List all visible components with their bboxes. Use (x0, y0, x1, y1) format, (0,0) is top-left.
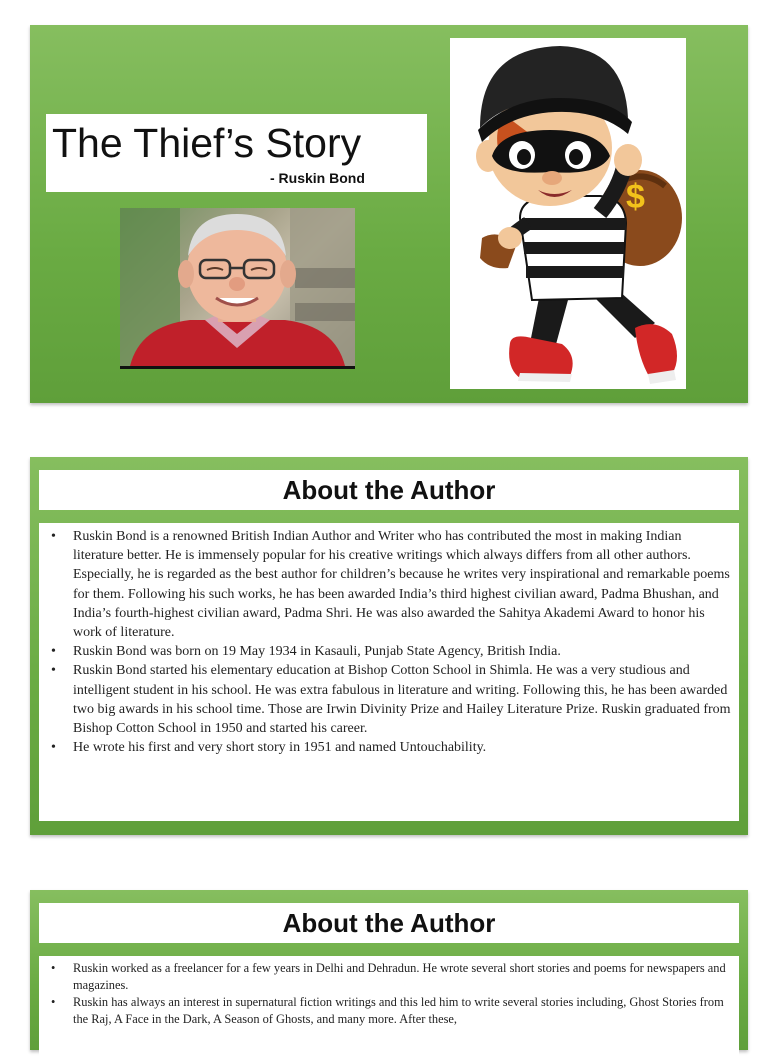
list-item: • Ruskin Bond is a renowned British Indian Author and Writer who has contributed the most in making Indian literature better. He is immensely popular for his creative writings which always differs from all other authors. Especially, he is regarded as the best author for children’s because he writes very inspirational and remarkable poems for them. Following his such works, he has been awarded India’s third highest civilian award, Padma Bhushan, and India’s fourth-highest civilian award, Padma Shri. He was also awarded the Sahitya Akademi Award to honor his work of literature. (43, 527, 733, 642)
list-item: • He wrote his first and very short story in 1951 and named Untouchability. (43, 738, 733, 757)
author-photo-graphic (120, 208, 355, 366)
about-author-slide-1 (30, 457, 748, 835)
title-slide (30, 25, 748, 403)
slide-heading: About the Author (39, 470, 739, 510)
slide-body (39, 956, 739, 1056)
slide-body (39, 523, 739, 821)
thief-illustration (450, 38, 686, 389)
bullet-list (43, 527, 733, 757)
svg-text:$: $ (626, 178, 645, 216)
list-item: • Ruskin has always an interest in supernatural fiction writings and this led him to write several stories including, Ghost Stories from the Raj, A Face in the Dark, A Season of Ghosts, and many more. After these, (43, 994, 733, 1028)
author-photo (120, 208, 355, 369)
story-title: The Thief’s Story (52, 120, 362, 166)
slide-heading: About the Author (39, 903, 739, 943)
author-byline: - Ruskin Bond (270, 170, 365, 186)
title-box (46, 114, 427, 192)
about-author-slide-2 (30, 890, 748, 1050)
list-item: • Ruskin worked as a freelancer for a few years in Delhi and Dehradun. He wrote several short stories and poems for newspapers and magazines. (43, 960, 733, 994)
list-item: • Ruskin Bond was born on 19 May 1934 in Kasauli, Punjab State Agency, British India. (43, 642, 733, 661)
thief-cartoon-graphic (450, 38, 686, 389)
bullet-list (43, 960, 733, 1028)
list-item: • Ruskin Bond started his elementary education at Bishop Cotton School in Shimla. He was a very studious and intelligent student in his school. He was extra fabulous in literature and writing. Following this, he has been awarded two big awards in his school time. Those are Irwin Divinity Prize and Hailey Literature Prize. Ruskin graduated from Bishop Cotton School in 1950 and started his career. (43, 661, 733, 738)
